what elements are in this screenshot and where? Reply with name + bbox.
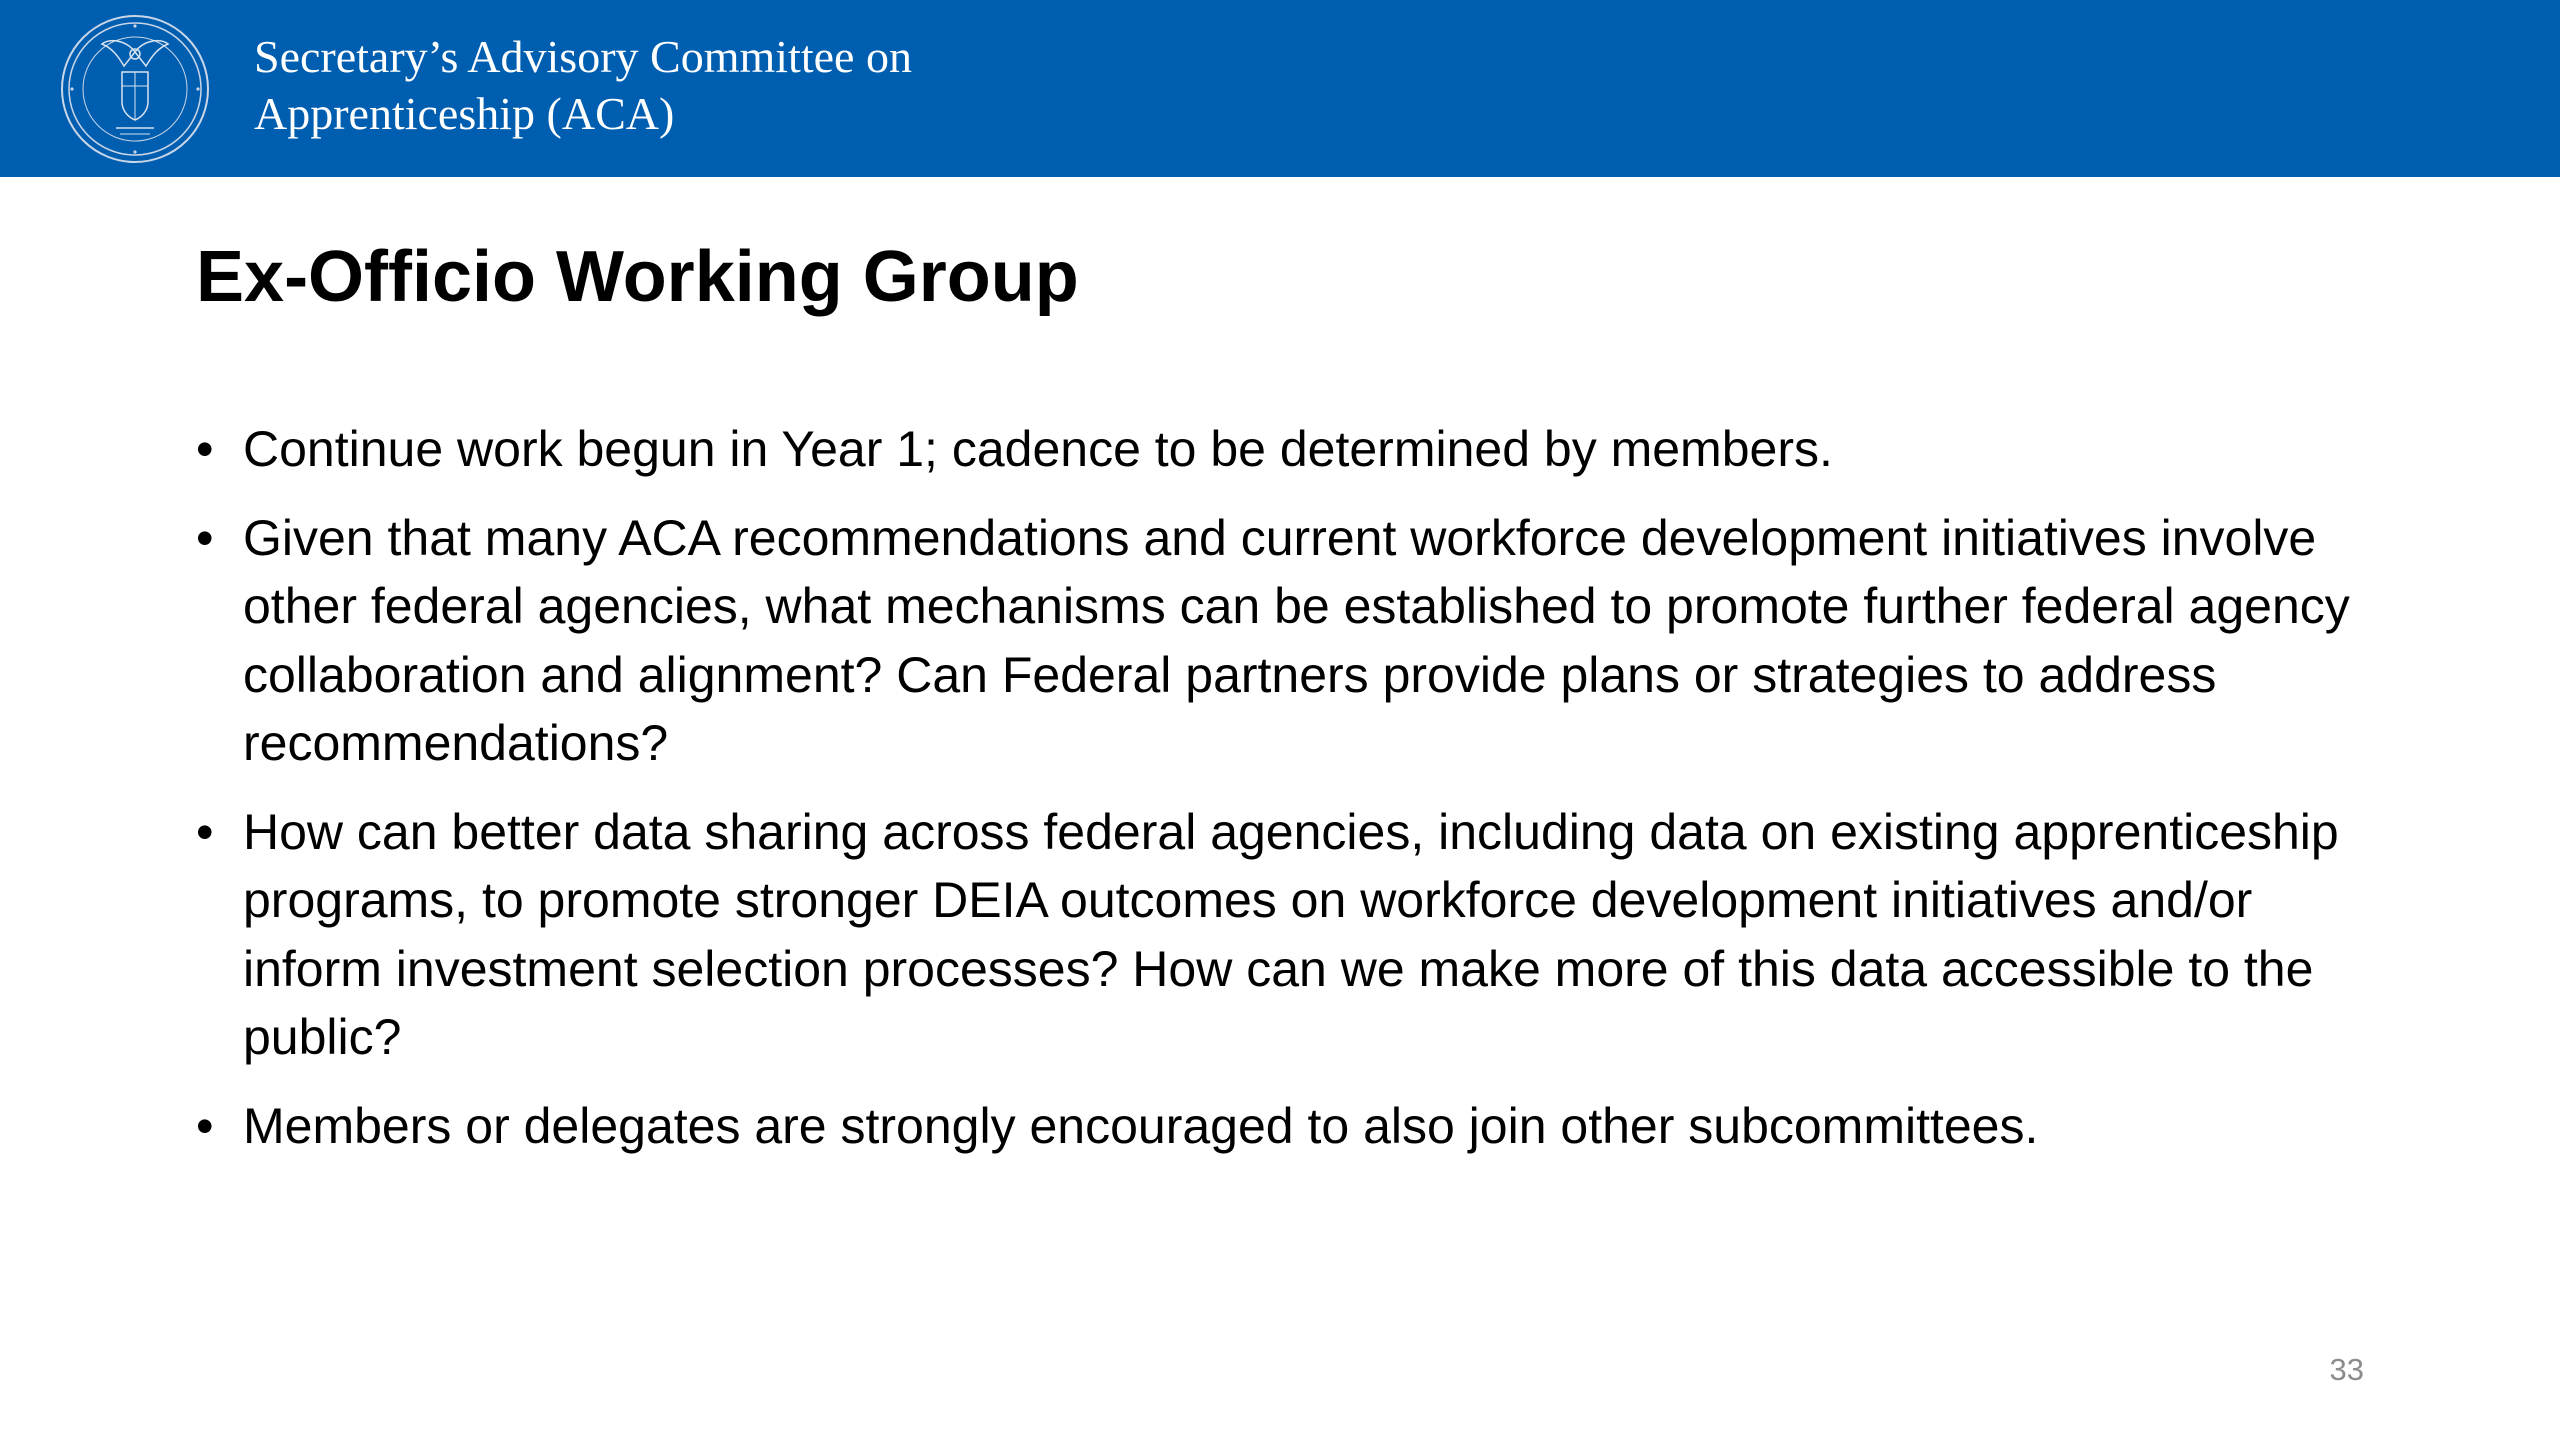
bullet-item — [196, 504, 2376, 778]
bullet-icon: • — [196, 421, 214, 477]
bullet-text: How can better data sharing across federal agencies, including data on existing apprenticeship programs, to promote stronger DEIA outcomes on workforce development initiatives and/or inform investment selection processes? How can we make more of this data accessible to the public? — [243, 803, 2339, 1065]
header-banner — [0, 0, 2560, 177]
dol-seal-icon — [58, 12, 212, 166]
bullet-icon: • — [196, 1097, 214, 1154]
bullet-item — [196, 415, 2376, 484]
bullet-list — [196, 415, 2376, 1180]
bullet-text: Members or delegates are strongly encouraged to also join other subcommittees. — [243, 1097, 2039, 1154]
bullet-icon: • — [196, 509, 214, 566]
header-title-line2: Apprenticeship (ACA) — [254, 88, 675, 139]
slide-title: Ex-Officio Working Group — [196, 237, 1079, 317]
page-number: 33 — [2329, 1352, 2364, 1387]
header-title-line1: Secretary’s Advisory Committee on — [254, 31, 912, 82]
bullet-item — [196, 1092, 2376, 1161]
bullet-text: Given that many ACA recommendations and current workforce development initiatives involve other federal agencies, what mechanisms can be established to promote further federal agency collaboration and alignment? Can Federal partners provide plans or strategies to address recommendations? — [243, 509, 2350, 771]
bullet-icon: • — [196, 803, 214, 860]
header-title — [254, 28, 912, 142]
bullet-item — [196, 798, 2376, 1072]
bullet-text: Continue work begun in Year 1; cadence to be determined by members. — [243, 421, 1833, 477]
